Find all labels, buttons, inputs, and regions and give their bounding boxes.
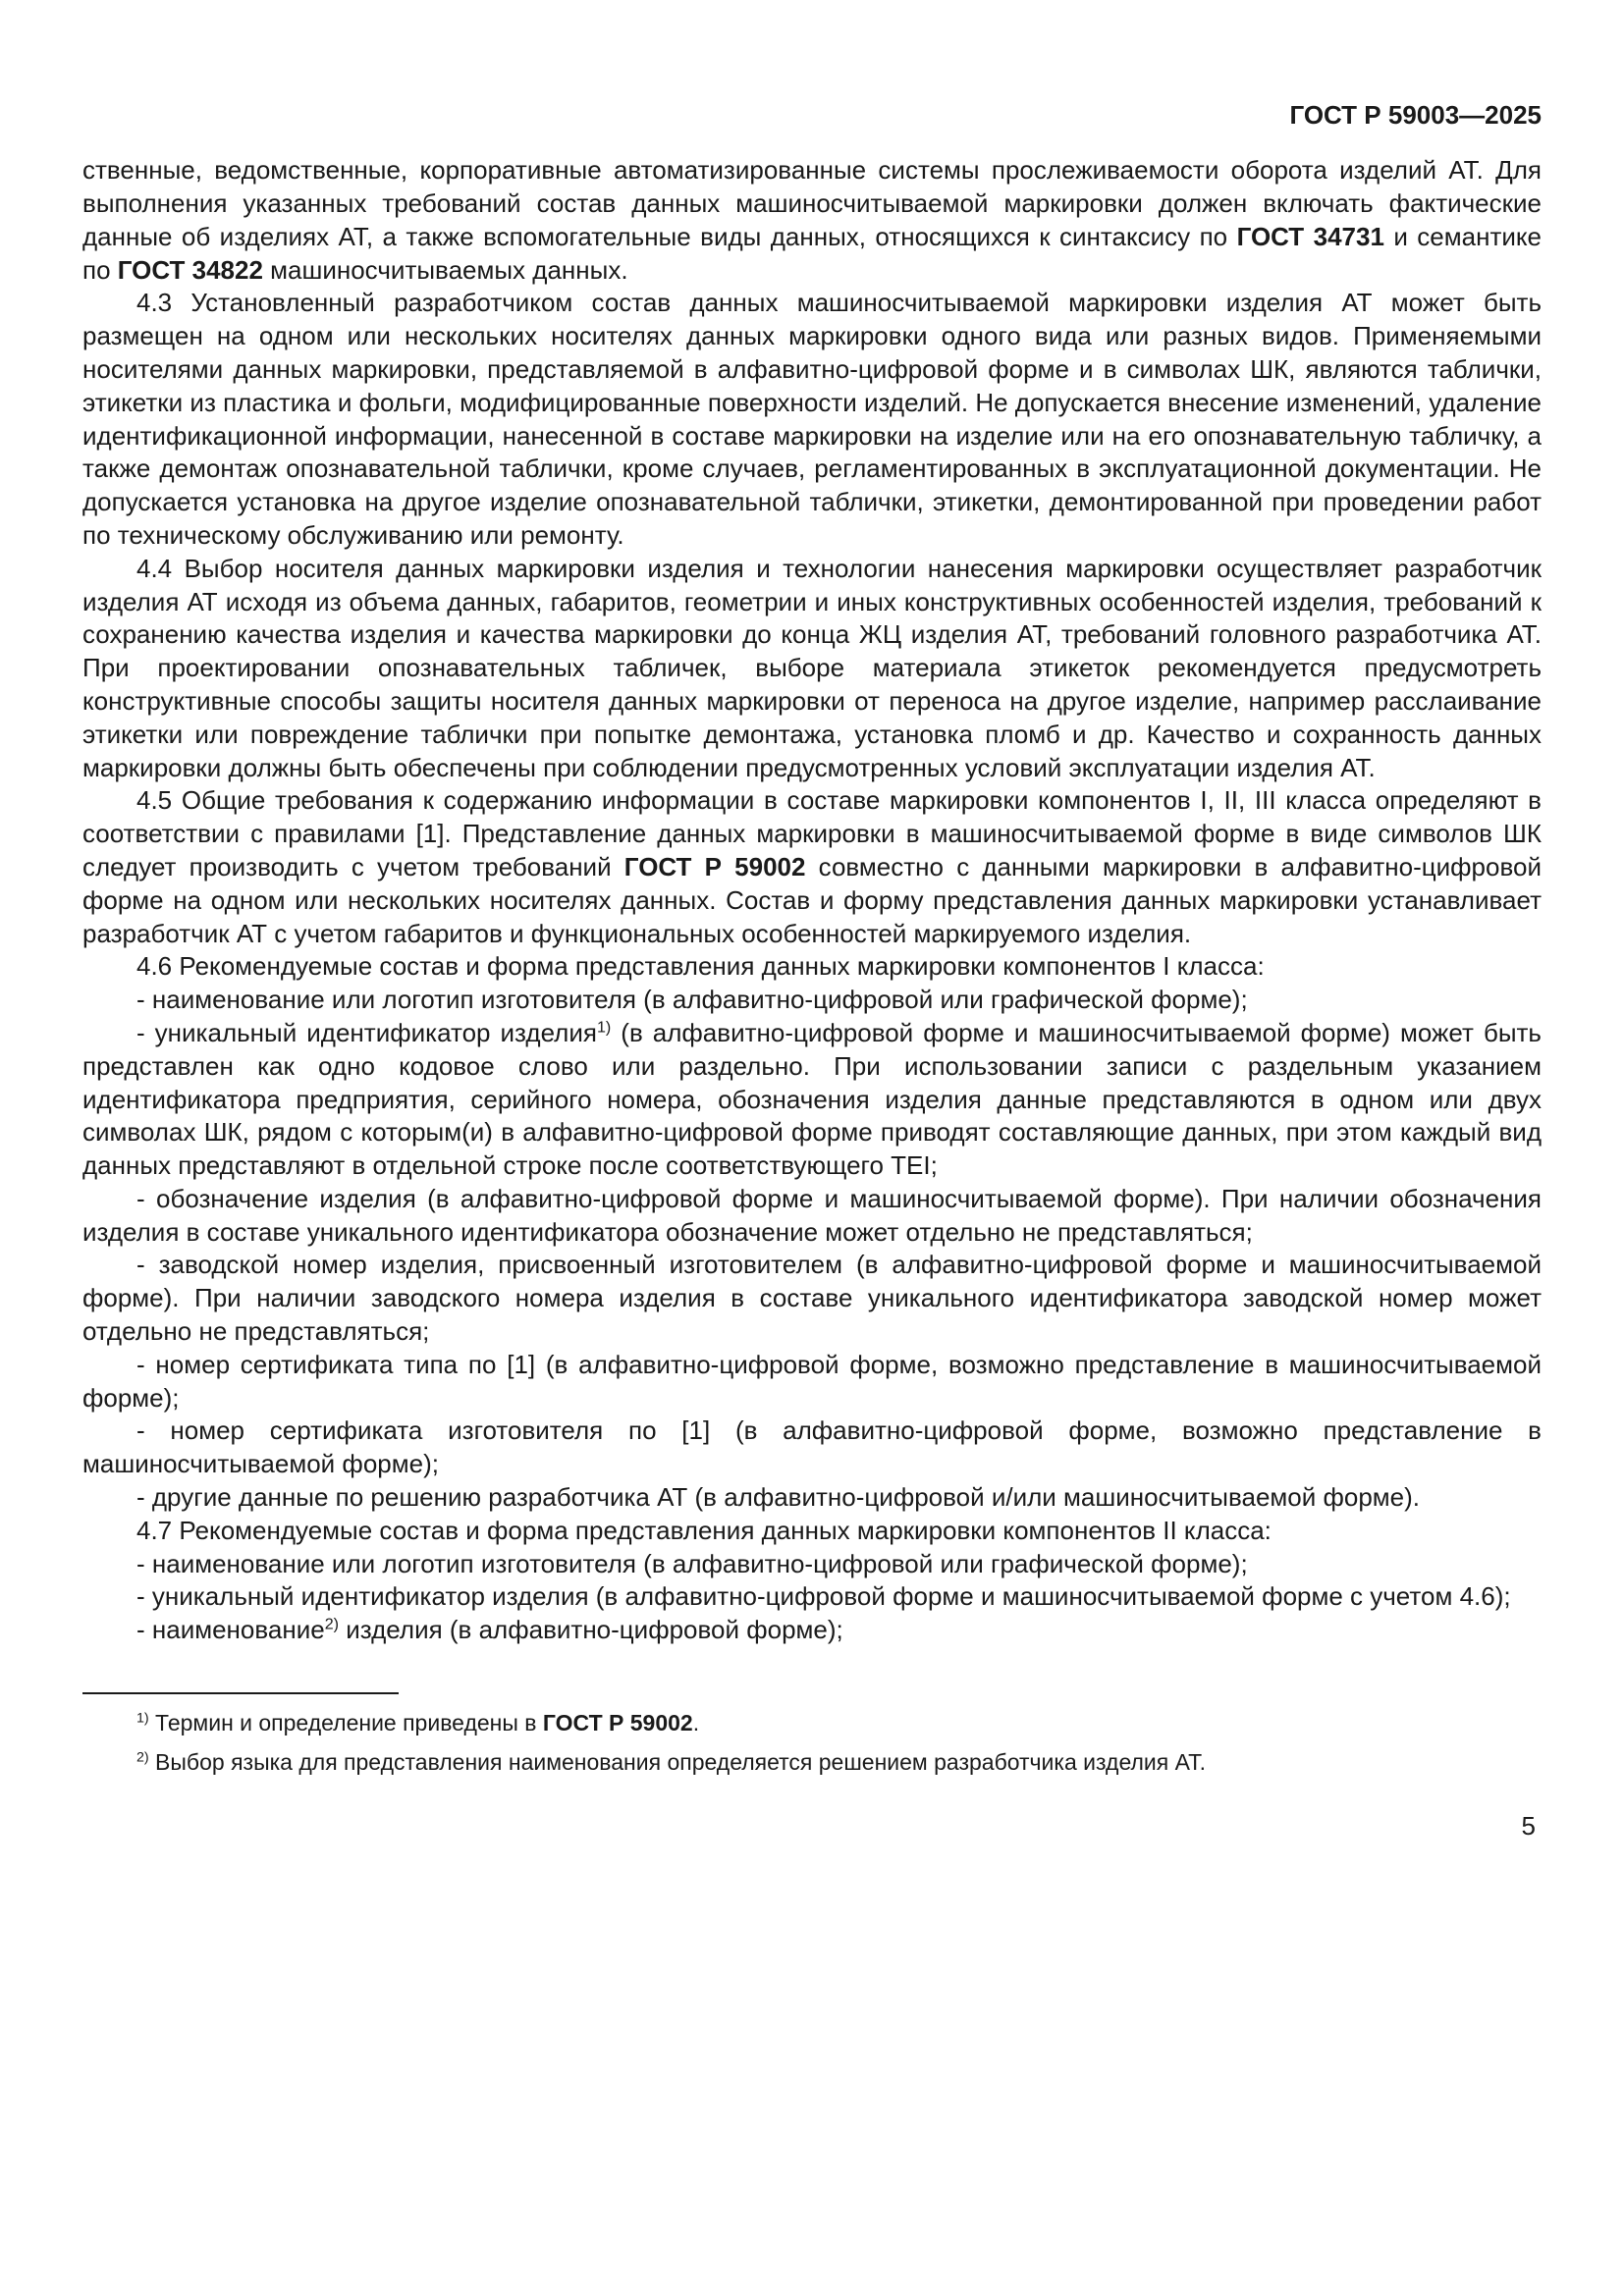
footnote-marker: 1) xyxy=(596,1018,612,1037)
text-run: - наименование xyxy=(136,1615,325,1645)
paragraph xyxy=(82,1415,1542,1481)
page-number: 5 xyxy=(1521,1810,1536,1841)
footnote-separator xyxy=(82,1692,399,1694)
text-run: 4.5 Общие требования к содержанию информации в составе маркировки компонентов I, II, III класса определяют в соответствии с правилами [1]. Представление данных маркировки в машиносчитываемой форме в виде символов ШК следует производить с учетом требований xyxy=(82,785,1542,881)
text-run: 4.4 Выбор носителя данных маркировки изделия и технологии нанесения маркировки осуществляет разработчик изделия АТ исходя из объема данных, габаритов, геометрии и иных конструктивных особенностей изделия, требований к сохранению качества изделия и качества маркировки до конца ЖЦ изделия АТ, требований головного разработчика АТ. При проектировании опознавательных табличек, выборе материала этикеток рекомендуется предусмотреть конструктивные способы защиты носителя данных маркировки от переноса на другое изделие, например расслаивание этикетки или повреждение таблички при попытке демонтажа, установка пломб и др. Качество и сохранность данных маркировки должны быть обеспечены при соблюдении предусмотренных условий эксплуатации изделия АТ. xyxy=(82,553,1542,782)
paragraph xyxy=(82,1017,1542,1183)
text-run: 4.6 Рекомендуемые состав и форма представления данных маркировки компонентов I класса: xyxy=(136,951,1265,982)
text-run: Термин и определение приведены в xyxy=(148,1710,543,1736)
text-run: - номер сертификата изготовителя по [1] (в алфавитно-цифровой форме, возможно представление в машиносчитываемой форме); xyxy=(82,1415,1542,1479)
text-run: - уникальный идентификатор изделия (в алфавитно-цифровой форме и машиносчитываемой форме с учетом 4.6); xyxy=(136,1581,1511,1612)
text-run: - другие данные по решению разработчика АТ (в алфавитно-цифровой и/или машиносчитываемой форме). xyxy=(136,1482,1421,1513)
paragraph xyxy=(82,1249,1542,1348)
footnote-marker: 2) xyxy=(324,1615,340,1633)
paragraph xyxy=(82,287,1542,552)
paragraph xyxy=(82,984,1542,1017)
paragraph xyxy=(82,154,1542,287)
paragraph xyxy=(82,1515,1542,1548)
text-run: - наименование или логотип изготовителя (в алфавитно-цифровой или графической форме); xyxy=(136,1548,1248,1578)
footnote xyxy=(82,1747,1542,1777)
text-run: (в алфавитно-цифровой форме и машиносчитываемой форме) может быть представлен как одно кодовое слово или раздельно. При использовании записи с раздельным указанием идентификатора предприятия, серийного номера, обозначения изделия данные представляются в одном или двух символах ШК, рядом с которым(и) в алфавитно-цифровой форме приводят составляющие данных, при этом каждый вид данных представляют в отдельной строке после соответствующего TEI; xyxy=(82,1017,1542,1181)
standard-reference: ГОСТ 34731 xyxy=(1236,221,1384,251)
paragraph xyxy=(82,1548,1542,1581)
footnote-list xyxy=(82,1708,1542,1778)
text-run: 4.7 Рекомендуемые состав и форма представления данных маркировки компонентов II класса: xyxy=(136,1515,1272,1545)
footnote-marker: 2) xyxy=(136,1749,149,1766)
text-run: - наименование или логотип изготовителя (в алфавитно-цифровой или графической форме); xyxy=(136,985,1248,1015)
text-run: изделия (в алфавитно-цифровой форме); xyxy=(339,1615,843,1645)
footnote-section xyxy=(82,1692,1542,1778)
text-run: машиносчитываемых данных. xyxy=(262,254,628,285)
text-run: совместно с данными маркировки в алфавитно-цифровой форме на одном или нескольких носителях данных. Состав и форму представления данных маркировки устанавливает разработчик АТ с учетом габаритов и функциональных особенностей маркируемого изделия. xyxy=(82,851,1542,948)
paragraph xyxy=(82,1580,1542,1614)
footnote xyxy=(82,1708,1542,1737)
text-run: - номер сертификата типа по [1] (в алфавитно-цифровой форме, возможно представление в машиносчитываемой форме); xyxy=(82,1349,1542,1413)
footnote-marker: 1) xyxy=(136,1710,149,1727)
text-run: - обозначение изделия (в алфавитно-цифровой форме и машиносчитываемой форме). При наличии обозначения изделия в составе уникального идентификатора обозначение может отдельно не представляться; xyxy=(82,1183,1542,1247)
text-run: ственные, ведомственные, корпоративные автоматизированные системы прослеживаемости оборота изделий АТ. Для выполнения указанных требований состав данных машиносчитываемой маркировки должен включать фактические данные об изделиях АТ, а также вспомогательные виды данных, относящихся к синтаксису по xyxy=(82,155,1542,251)
paragraph xyxy=(82,1183,1542,1250)
text-run: 4.3 Установленный разработчиком состав данных машиносчитываемой маркировки изделия АТ может быть размещен на одном или нескольких носителях данных маркировки одного вида или разных видов. Применяемыми носителями данных маркировки, представляемой в алфавитно-цифровой форме и в символах ШК, являются таблички, этикетки из пластика и фольги, модифицированные поверхности изделий. Не допускается внесение изменений, удаление идентификационной информации, нанесенной в составе маркировки на изделие или на его опознавательную табличку, а также демонтаж опознавательной таблички, кроме случаев, регламентированных в эксплуатационной документации. Не допускается установка на другое изделие опознавательной таблички, этикетки, демонтированной при проведении работ по техническому обслуживанию или ремонту. xyxy=(82,288,1542,550)
standard-reference: ГОСТ Р 59002 xyxy=(542,1710,693,1736)
paragraph xyxy=(82,784,1542,950)
standard-reference: ГОСТ 34822 xyxy=(117,254,263,285)
paragraph xyxy=(82,1349,1542,1415)
text-run: Выбор языка для представления наименования определяется решением разработчика изделия АТ. xyxy=(148,1749,1207,1776)
document-body xyxy=(82,154,1542,1647)
paragraph xyxy=(82,1614,1542,1647)
running-header: ГОСТ Р 59003—2025 xyxy=(1289,100,1542,130)
text-run: - заводской номер изделия, присвоенный изготовителем (в алфавитно-цифровой форме и машиносчитываемой форме). При наличии заводского номера изделия в составе уникального идентификатора заводской номер может отдельно не представляться; xyxy=(82,1250,1542,1347)
paragraph xyxy=(82,1481,1542,1515)
paragraph xyxy=(82,553,1542,785)
text-run: . xyxy=(692,1710,700,1736)
standard-reference: ГОСТ Р 59002 xyxy=(623,851,806,881)
paragraph xyxy=(82,950,1542,984)
text-run: и семантике по xyxy=(82,221,1542,285)
text-run: - уникальный идентификатор изделия xyxy=(136,1017,597,1047)
